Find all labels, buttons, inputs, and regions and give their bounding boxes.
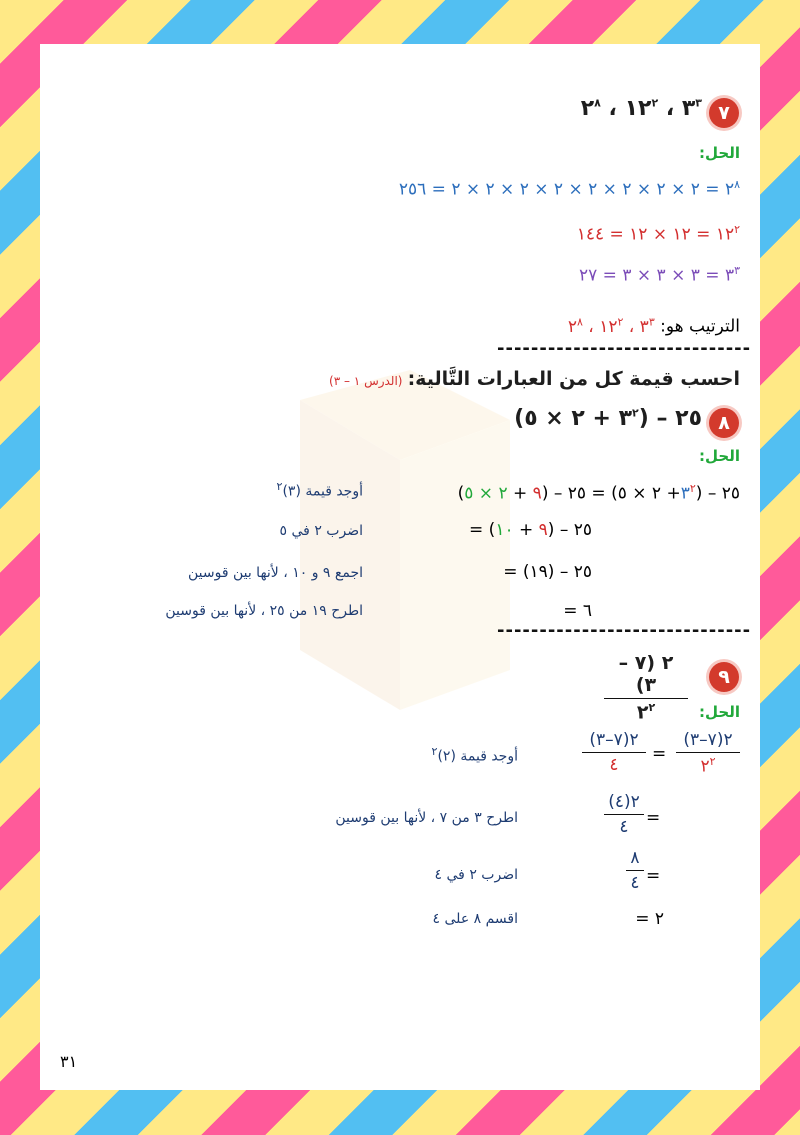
q9-step3-num: ٨ [630,848,640,868]
q9-step4-note: اقسم ٨ على ٤ [432,911,518,927]
q9-step1-rhs-num: ٢(٧–٣) [589,730,639,750]
q8-solution-label: الحل: [699,447,740,465]
q9-step2-rhs [604,792,644,837]
q9-badge: ٩ [709,662,739,692]
q8-expr: ٢٥ – ($٣^٢$ + ٢ × ٥) [514,406,702,431]
q8-step1-eq: ٢٥ – ($٣^٢+$ ٢ × ٥) = ٢٥ – (٩ + ٢ × ٥) [457,482,740,504]
q7-line2: $١٢^٢$ = ١٢ × ١٢ = ١٤٤ [576,223,740,245]
q8-step1-note: أوجد قيمة (٣)$^٢$ [276,480,363,500]
q7-order-label: الترتيب هو: [660,316,740,337]
q8-step2-eq: = ٢٥ – (٩ + ١٠) [469,520,592,540]
q8-step2-note: اضرب ٢ في ٥ [279,523,363,539]
q9-step2-equals: = [646,808,661,828]
q9-step3-equals: = [646,866,661,886]
q8-step4-eq: = ٦ [563,601,592,621]
q9-denominator: $٢^٢$ [604,698,688,723]
separator-2: ------------------------------ [497,620,752,641]
q8-step3-note: اجمع ٩ و ١٠ ، لأنها بين قوسين [187,565,363,581]
q9-fraction [604,652,688,723]
q7-solution-label: الحل: [699,144,740,162]
q9-step1-lhs-num: ٢(٧–٣) [683,730,733,750]
q7-line3: $٣^٣$ = ٣ × ٣ × ٣ = ٢٧ [579,264,740,286]
q7-badge: ٧ [709,98,739,128]
q9-step3-rhs [626,848,644,893]
q9-step1-equals: = [652,744,667,764]
q8-step3-eq: = ٢٥ – (١٩) [503,562,592,582]
book-watermark-icon [290,360,520,720]
q9-step1-note: أوجد قيمة (٢)$^٢$ [431,745,518,765]
section-title: احسب قيمة كل من العبارات التَّالية: [407,368,740,390]
q9-step3-den: ٤ [626,870,644,893]
section-lesson: (الدرس ١ – ٣) [329,374,403,388]
q9-step2-note: اطرح ٣ من ٧ ، لأنها بين قوسين [335,810,518,826]
q9-step2-den: ٤ [604,814,644,837]
q9-solution-label: الحل: [699,703,740,721]
q7-title: $٣^٣$ ، $١٢^٢$ ، $٢^٨$ [580,96,702,121]
q9-step4-eq: = ٢ [635,909,664,929]
q9-step1-rhs [582,730,646,775]
q9-step1-rhs-den: ٤ [582,752,646,775]
page-number: ٣١ [60,1052,78,1071]
section-heading [329,368,740,390]
q9-step3-note: اضرب ٢ في ٤ [434,867,518,883]
q7-order: الترتيب هو: $٣^٣$ ، $١٢^٢$ ، $٢^٨$ [567,315,740,337]
q7-line1: $٢^٨$ = ٢ × ٢ × ٢ × ٢ × ٢ × ٢ × ٢ × ٢ = ٢٥٦ [398,178,740,200]
q9-numerator: ٢ (٧ – ٣) [618,652,674,696]
q8-badge: ٨ [709,408,739,438]
q9-step2-num: ٢(٤) [608,792,640,812]
q9-step1-lhs [676,730,740,777]
q9-step1-lhs-den: $٢^٢$ [676,752,740,777]
separator-1: ------------------------------ [497,338,752,359]
q8-step4-note: اطرح ١٩ من ٢٥ ، لأنها بين قوسين [165,603,363,619]
q9-step4-value: ٢ [654,909,664,929]
